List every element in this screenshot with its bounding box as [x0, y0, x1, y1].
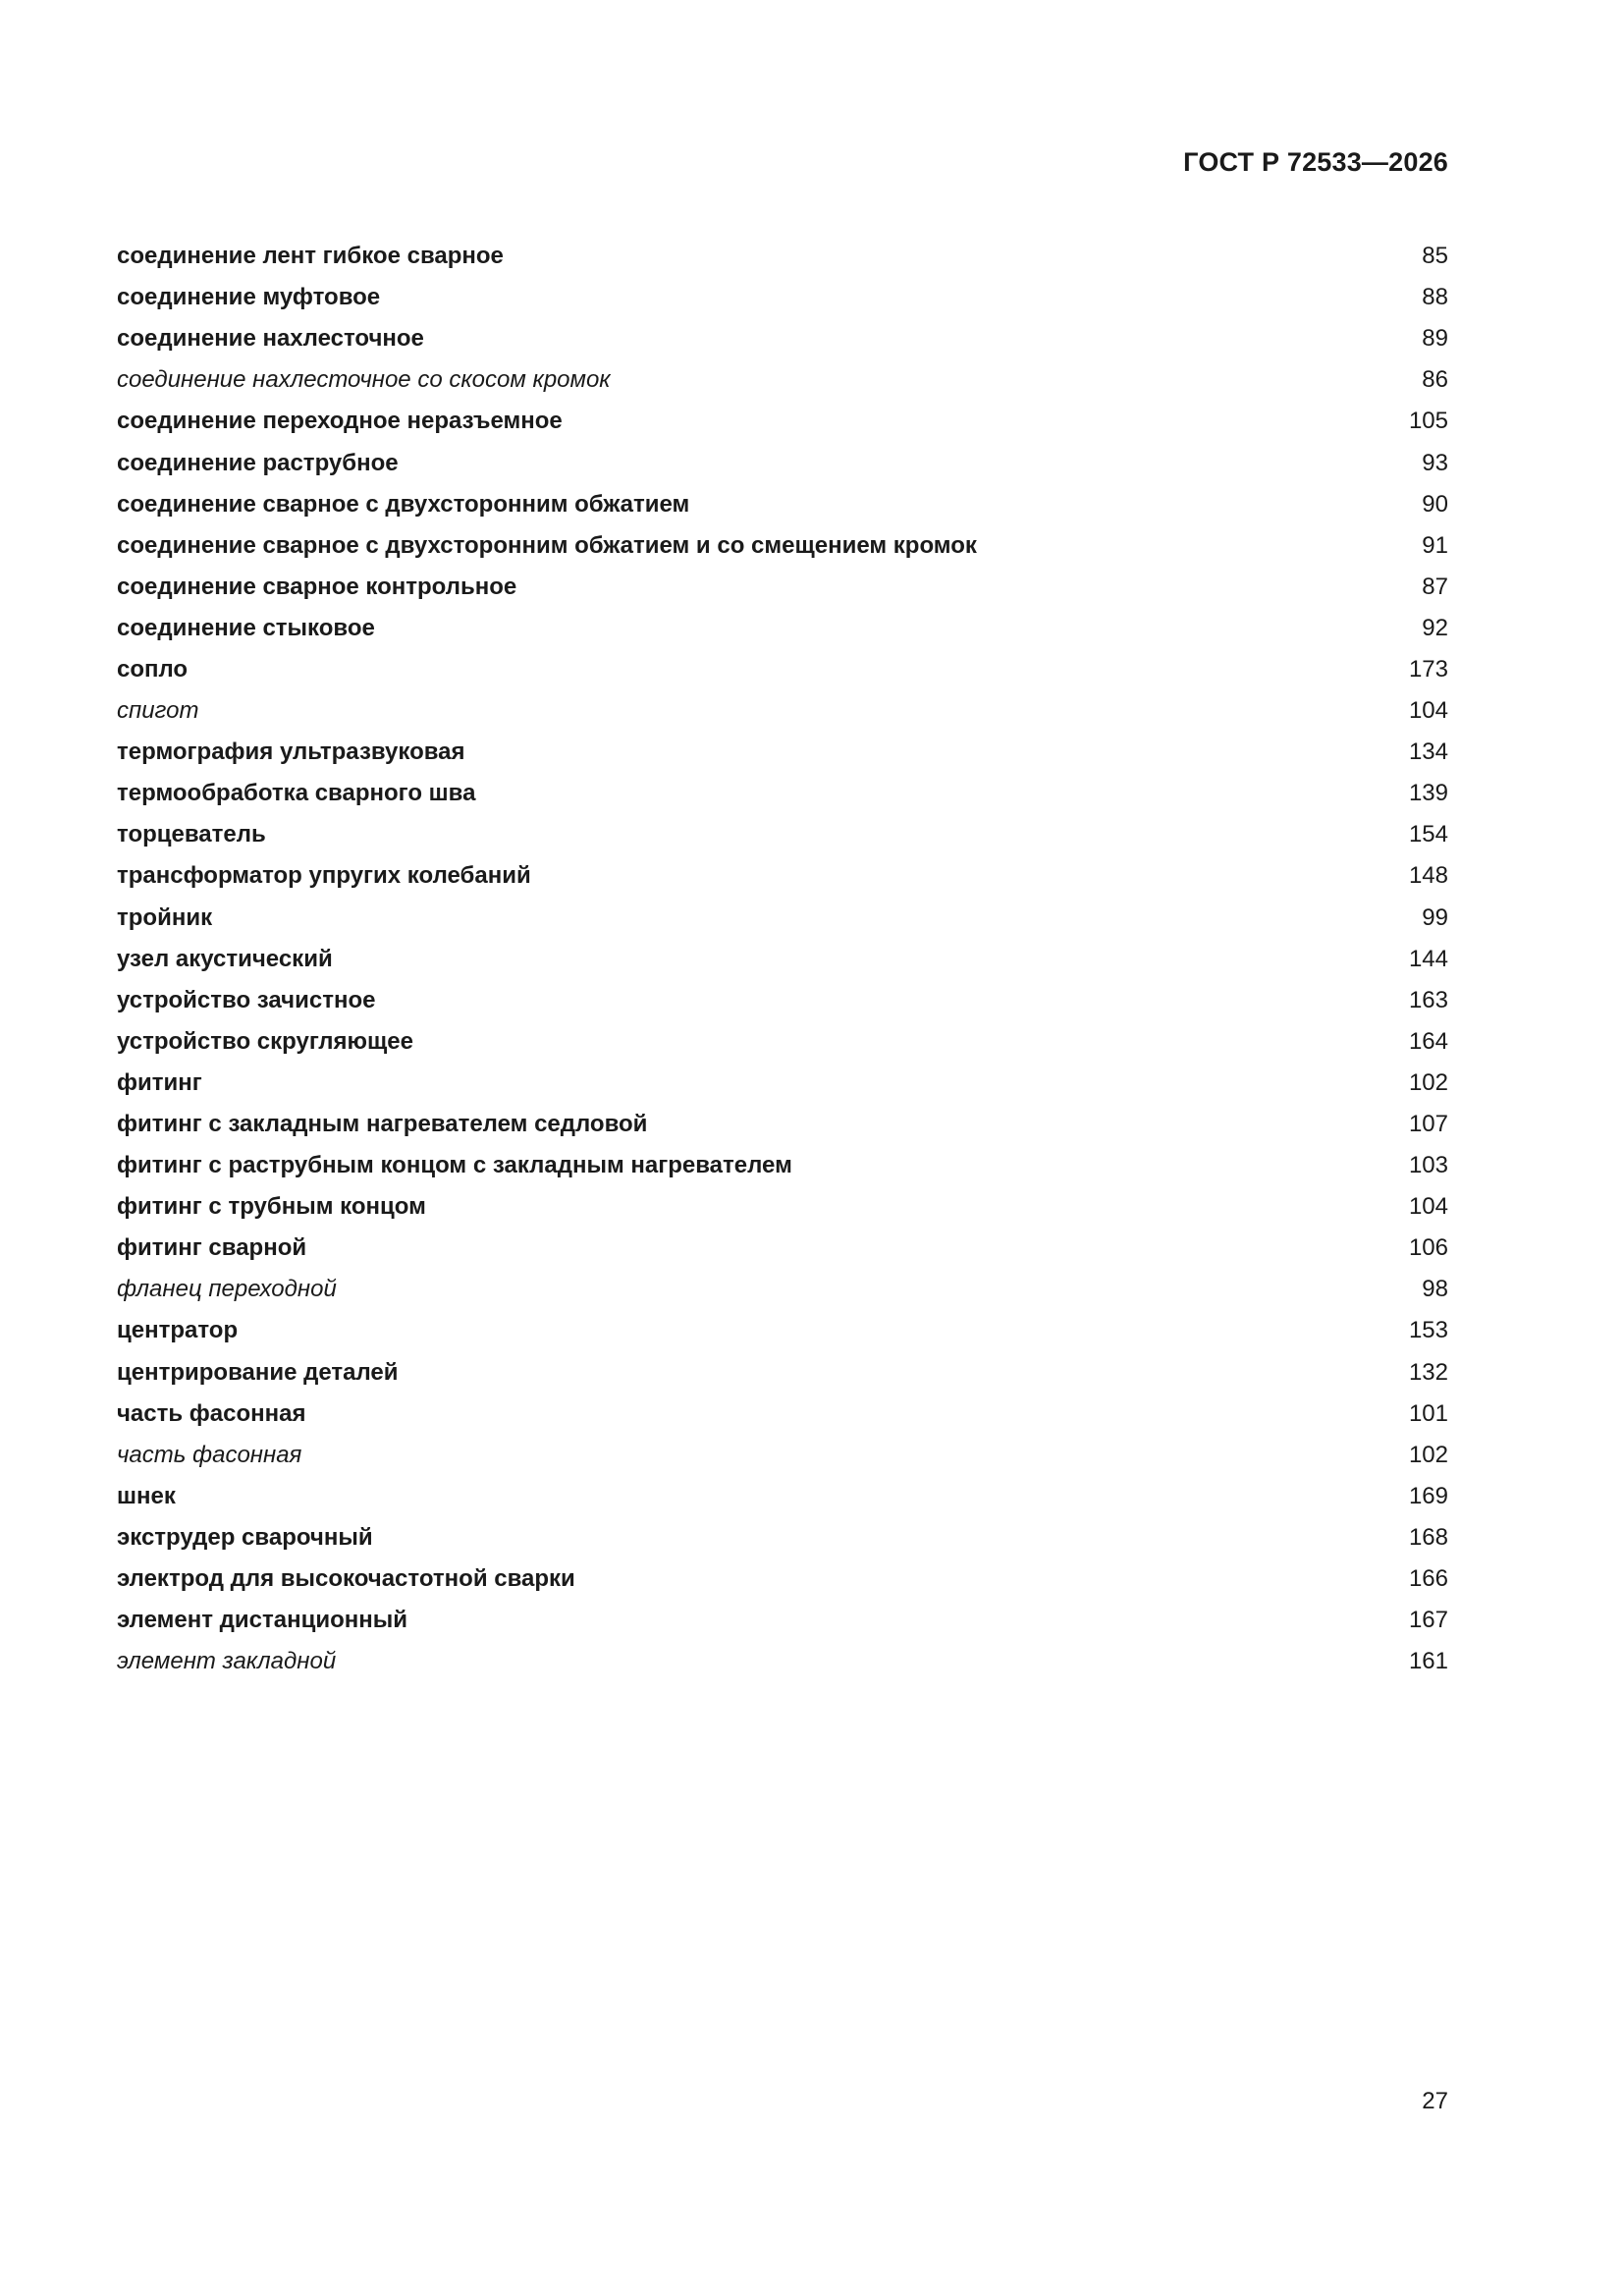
index-entry: [117, 277, 1448, 318]
index-page-ref: 106: [1408, 1234, 1448, 1262]
index-entry: [117, 1186, 1448, 1228]
index-page-ref: 134: [1408, 738, 1448, 766]
index-entry: [117, 608, 1448, 649]
index-entry: [117, 980, 1448, 1021]
index-page-ref: 105: [1408, 408, 1448, 435]
index-term: центрирование деталей: [117, 1358, 399, 1386]
index-entry: [117, 318, 1448, 359]
index-entry: [117, 1435, 1448, 1476]
index-page-ref: 88: [1422, 284, 1448, 311]
index-entry: [117, 690, 1448, 732]
index-term: элемент дистанционный: [117, 1607, 407, 1634]
index-term: фитинг: [117, 1068, 202, 1096]
index-entry: [117, 484, 1448, 525]
index-entry: [117, 814, 1448, 855]
index-entry: [117, 649, 1448, 690]
index-page-ref: 148: [1408, 862, 1448, 890]
index-term: устройство зачистное: [117, 986, 376, 1013]
index-term: фитинг сварной: [117, 1234, 307, 1262]
index-entry: [117, 525, 1448, 567]
index-page-ref: 167: [1408, 1607, 1448, 1634]
index-entry: [117, 1145, 1448, 1186]
index-entry: [117, 401, 1448, 442]
index-term: соединение раструбное: [117, 449, 399, 476]
index-term: соединение нахлесточное: [117, 325, 424, 353]
index-term: электрод для высокочастотной сварки: [117, 1565, 575, 1593]
index-page-ref: 169: [1408, 1482, 1448, 1509]
index-term: фланец переходной: [117, 1276, 337, 1303]
index-entry: [117, 1310, 1448, 1351]
index-term: трансформатор упругих колебаний: [117, 862, 531, 890]
index-page-ref: 161: [1408, 1648, 1448, 1675]
index-entry: [117, 1394, 1448, 1435]
index-page-ref: 91: [1422, 531, 1448, 559]
index-entry: [117, 236, 1448, 277]
index-term: шнек: [117, 1482, 176, 1509]
index-term: соединение нахлесточное со скосом кромок: [117, 366, 611, 394]
index-page-ref: 86: [1422, 366, 1448, 394]
index-term: спигот: [117, 697, 199, 725]
index-page-ref: 154: [1408, 821, 1448, 848]
index-page-ref: 104: [1408, 1193, 1448, 1221]
index-term: торцеватель: [117, 821, 266, 848]
index-term: фитинг с раструбным концом с закладным нагревателем: [117, 1152, 792, 1179]
index-term: часть фасонная: [117, 1399, 306, 1427]
index-term: термография ультразвуковая: [117, 738, 465, 766]
index-entry: [117, 855, 1448, 897]
index-term: соединение стыковое: [117, 614, 375, 641]
index-term: соединение сварное с двухсторонним обжатием и со смещением кромок: [117, 531, 977, 559]
index-page-ref: 93: [1422, 449, 1448, 476]
index-entry: [117, 1063, 1448, 1104]
index-term: соединение сварное с двухсторонним обжатием: [117, 490, 690, 518]
index-page-ref: 163: [1408, 986, 1448, 1013]
index-term: устройство скругляющее: [117, 1027, 413, 1055]
index-term: экструдер сварочный: [117, 1523, 373, 1551]
index-page-ref: 104: [1408, 697, 1448, 725]
index-term: соединение лент гибкое сварное: [117, 243, 504, 270]
index-entry: [117, 1352, 1448, 1394]
index-term: соединение муфтовое: [117, 284, 381, 311]
index-term: центратор: [117, 1317, 239, 1344]
document-header: ГОСТ Р 72533—2026: [1183, 147, 1448, 177]
index-term: элемент закладной: [117, 1648, 337, 1675]
index-entry: [117, 1600, 1448, 1641]
index-page-ref: 164: [1408, 1027, 1448, 1055]
alphabetical-index: [117, 236, 1448, 1682]
index-entry: [117, 898, 1448, 939]
index-term: узел акустический: [117, 945, 333, 972]
index-page-ref: 89: [1422, 325, 1448, 353]
index-entry: [117, 359, 1448, 401]
index-page-ref: 85: [1422, 243, 1448, 270]
index-page-ref: 139: [1408, 780, 1448, 807]
index-entry: [117, 1021, 1448, 1063]
index-entry: [117, 1228, 1448, 1269]
index-page-ref: 98: [1422, 1276, 1448, 1303]
index-entry: [117, 1269, 1448, 1310]
index-page-ref: 103: [1408, 1152, 1448, 1179]
index-page-ref: 173: [1408, 655, 1448, 683]
index-page-ref: 168: [1408, 1523, 1448, 1551]
index-term: термообработка сварного шва: [117, 780, 476, 807]
index-term: часть фасонная: [117, 1441, 302, 1468]
index-entry: [117, 1641, 1448, 1682]
index-page-ref: 132: [1408, 1358, 1448, 1386]
index-entry: [117, 939, 1448, 980]
index-page-ref: 144: [1408, 945, 1448, 972]
index-entry: [117, 1517, 1448, 1558]
index-page-ref: 92: [1422, 614, 1448, 641]
index-entry: [117, 1104, 1448, 1145]
index-page-ref: 107: [1408, 1111, 1448, 1138]
index-term: сопло: [117, 655, 189, 683]
index-page-ref: 102: [1408, 1068, 1448, 1096]
index-term: фитинг с закладным нагревателем седловой: [117, 1111, 648, 1138]
index-entry: [117, 1558, 1448, 1600]
index-term: фитинг с трубным концом: [117, 1193, 426, 1221]
index-entry: [117, 773, 1448, 814]
index-page-ref: 101: [1408, 1399, 1448, 1427]
index-page-ref: 166: [1408, 1565, 1448, 1593]
index-page-ref: 102: [1408, 1441, 1448, 1468]
index-entry: [117, 732, 1448, 773]
index-page-ref: 153: [1408, 1317, 1448, 1344]
index-page-ref: 87: [1422, 573, 1448, 600]
index-entry: [117, 442, 1448, 483]
index-term: тройник: [117, 903, 213, 931]
index-page-ref: 99: [1422, 903, 1448, 931]
index-page-ref: 90: [1422, 490, 1448, 518]
index-entry: [117, 1476, 1448, 1517]
index-entry: [117, 567, 1448, 608]
index-term: соединение переходное неразъемное: [117, 408, 563, 435]
page-number: 27: [1422, 2088, 1448, 2114]
index-term: соединение сварное контрольное: [117, 573, 517, 600]
